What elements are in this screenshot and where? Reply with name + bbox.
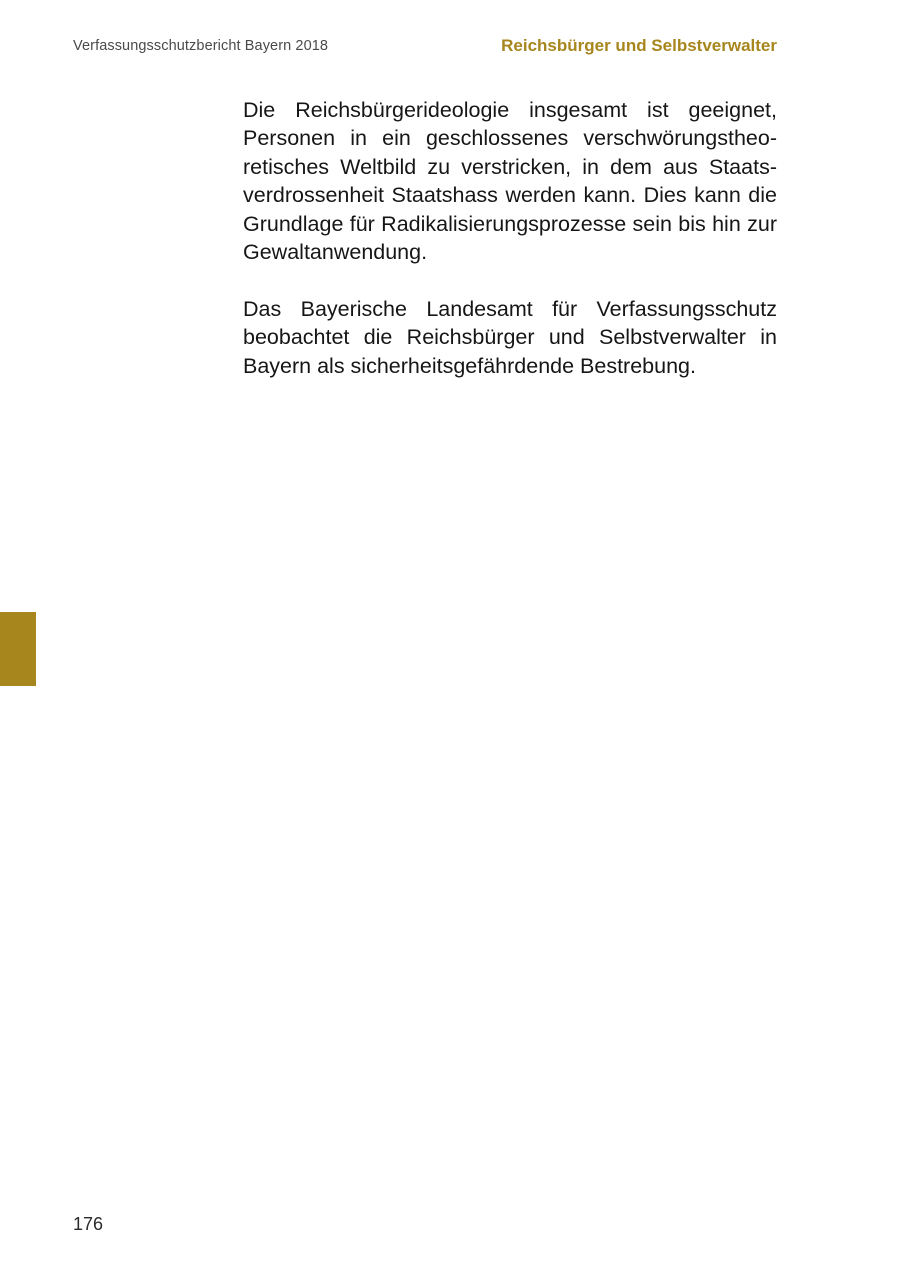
running-header-section-title: Reichsbürger und Selbstverwalter bbox=[501, 36, 777, 55]
chapter-marker-tab bbox=[0, 612, 36, 686]
paragraph-2: Das Bayerische Landesamt für Verfassungsschutz beobachtet die Reichsbürger und Selbstverwalter in Bayern als sicherheitsgefährdende Bestrebung. bbox=[243, 296, 777, 378]
main-text-block bbox=[243, 96, 777, 408]
page-number: 176 bbox=[73, 1214, 104, 1234]
running-header-publication: Verfassungsschutzbericht Bayern 2018 bbox=[73, 38, 329, 54]
paragraph-1: Die Reichsbürgerideologie insgesamt ist geeignet, Personen in ein geschlossenes verschwörungstheoretisches Weltbild zu verstricken, in dem aus Staatsverdrossenheit Staatshass werden kann. Dies kann die Grundlage für Radikalisierungsprozesse sein bis hin zur Gewaltanwendung. bbox=[243, 98, 777, 265]
